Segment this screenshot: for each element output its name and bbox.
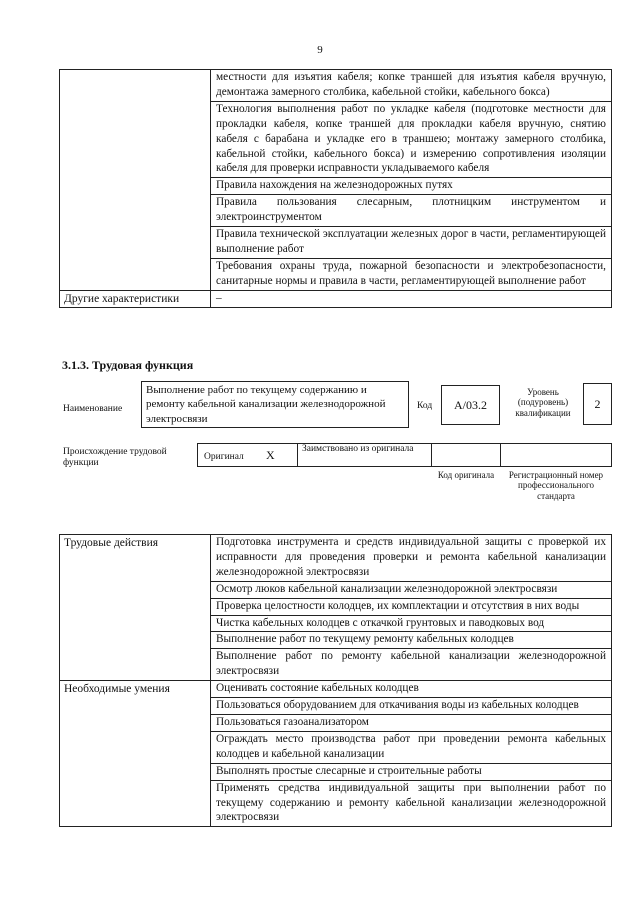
table-cell: Правила нахождения на железнодорожных путях: [211, 178, 612, 195]
page-number: 9: [317, 44, 323, 56]
table-row: [60, 290, 612, 307]
reg-number-caption: Регистрационный номер профессионального стандарта: [508, 470, 604, 501]
skills-label: Необходимые умения: [60, 681, 211, 827]
empty-label-cell: [60, 70, 211, 291]
divider: [431, 443, 432, 467]
table-cell: Проверка целостности колодцев, их комплектации и отсутствия в них воды: [211, 598, 612, 615]
table-cell: Требования охраны труда, пожарной безопасности и электробезопасности, санитарные нормы и правила в части, регламентирующей выполнение работ: [211, 258, 612, 290]
table-cell: Технология выполнения работ по укладке кабеля (подготовке местности для прокладки кабеля, копке траншей для прокладки кабеля вручную, снятию кабеля с барабана и укладке его в траншею; монтажу замерного столбика, кабельной стойки, кабельного бокса) и измерению сопротивления изоляции кабеля для проверки исправности укладываемого кабеля: [211, 101, 612, 178]
table-cell: Пользоваться оборудованием для откачивания воды из кабельных колодцев: [211, 698, 612, 715]
table-row: [60, 681, 612, 698]
borrowed-label: Заимствовано из оригинала: [302, 444, 414, 454]
divider: [297, 443, 298, 467]
labor-function-table: [59, 534, 612, 827]
table-row: [60, 535, 612, 582]
table-cell: Подготовка инструмента и средств индивидуальной защиты с проверкой их исправности для проведения проверки и ремонта кабельной канализации железнодорожной электросвязи: [211, 535, 612, 582]
original-mark: X: [266, 448, 275, 462]
level-label: Уровень (подуровень) квалификации: [515, 387, 571, 418]
other-characteristics-label: Другие характеристики: [60, 290, 211, 307]
section-title: 3.1.3. Трудовая функция: [62, 358, 194, 372]
table-cell: Выполнять простые слесарные и строительные работы: [211, 763, 612, 780]
table-cell: Правила пользования слесарным, плотницким инструментом и электроинструментом: [211, 195, 612, 227]
original-label: Оригинал: [204, 452, 244, 462]
table-cell: Чистка кабельных колодцев с откачкой грунтовых и паводковых вод: [211, 615, 612, 632]
table-cell: Выполнение работ по ремонту кабельной канализации железнодорожной электросвязи: [211, 649, 612, 681]
table-cell: Применять средства индивидуальной защиты при выполнении работ по текущему содержанию и ремонту кабельной канализации железнодорожной электросвязи: [211, 780, 612, 827]
labor-actions-label: Трудовые действия: [60, 535, 211, 681]
other-characteristics-value: –: [211, 290, 612, 307]
table-cell: Осмотр люков кабельной канализации железнодорожной электросвязи: [211, 581, 612, 598]
function-name-box: Выполнение работ по текущему содержанию и ремонту кабельной канализации железнодорожной электросвязи: [141, 381, 409, 428]
table-cell: местности для изъятия кабеля; копке траншей для изъятия кабеля вручную, демонтажа замерного столбика, кабельной стойки, кабельного бокса): [211, 70, 612, 102]
function-code-box: А/03.2: [441, 385, 500, 425]
origin-label: Происхождение трудовой функции: [63, 447, 167, 469]
table-cell: Оценивать состояние кабельных колодцев: [211, 681, 612, 698]
table-cell: Пользоваться газоанализатором: [211, 714, 612, 731]
knowledge-table-continued: [59, 69, 612, 308]
code-original-caption: Код оригинала: [437, 470, 495, 480]
table-cell: Выполнение работ по текущему ремонту кабельных колодцев: [211, 632, 612, 649]
table-cell: Правила технической эксплуатации железных дорог в части, регламентирующей выполнение работ: [211, 227, 612, 259]
table-cell: Ограждать место производства работ при проведении ремонта кабельных колодцев и кабельной канализации: [211, 731, 612, 763]
level-value-box: 2: [583, 383, 612, 425]
name-label: Наименование: [63, 404, 123, 414]
table-row: [60, 70, 612, 102]
code-label: Код: [417, 401, 433, 411]
divider: [500, 443, 501, 467]
